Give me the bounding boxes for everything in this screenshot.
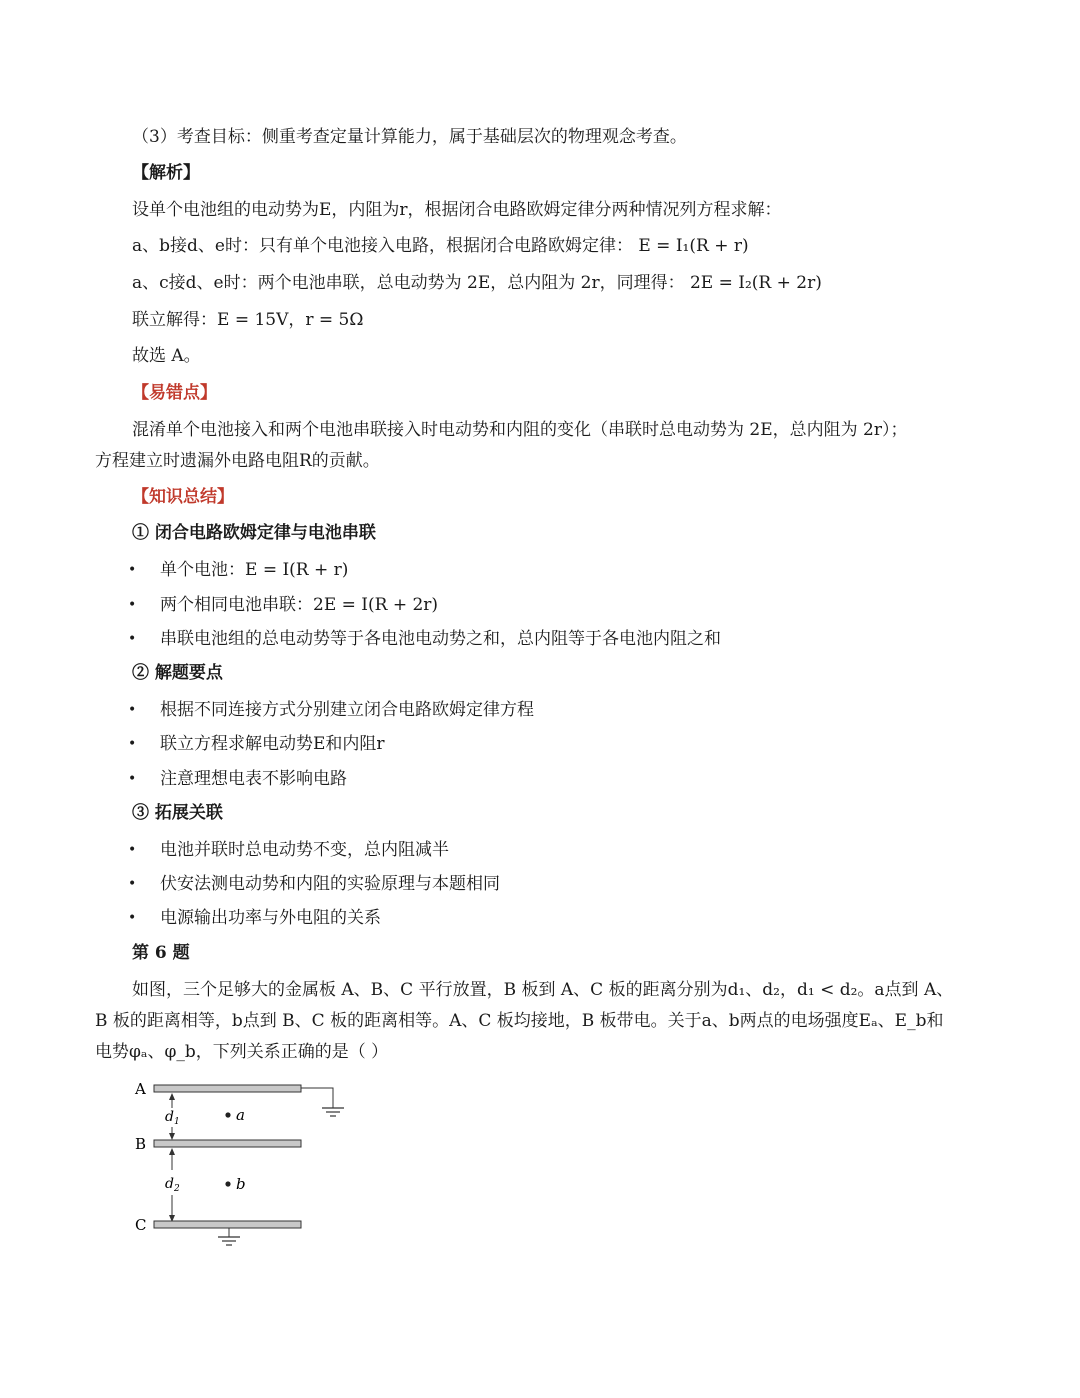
- question-number: 第 6 题: [132, 943, 190, 963]
- exam-objective: （3）考查目标：侧重考查定量计算能力，属于基础层次的物理观念考查。: [132, 127, 687, 147]
- summary-item-1: 单个电池：E = I(R + r): [160, 560, 349, 580]
- summary-heading: 【知识总结】: [132, 487, 234, 507]
- plate-b-label: B: [135, 1135, 147, 1153]
- pitfall-text-1: 混淆单个电池接入和两个电池串联接入时电动势和内阻的变化（串联时总电动势为 2E，总内阻为 2r）；: [132, 420, 908, 440]
- bullet-marker: •: [128, 702, 137, 718]
- bullet-marker: •: [128, 597, 137, 613]
- bullet-marker: •: [128, 631, 137, 647]
- bullet-marker: •: [128, 876, 137, 892]
- question-text-3: 电势φₐ、φ_b，下列关系正确的是（ ）: [95, 1042, 389, 1062]
- summary-item-2: 两个相同电池串联：2E = I(R + 2r): [160, 595, 439, 615]
- bullet-marker: •: [128, 842, 137, 858]
- summary-item-9: 电源输出功率与外电阻的关系: [160, 908, 381, 928]
- bullet-marker: •: [128, 910, 137, 926]
- case-one: a、b接d、e时：只有单个电池接入电路，根据闭合电路欧姆定律： E = I₁(R + r): [132, 236, 749, 256]
- d2-label: $d_2$: [165, 1176, 180, 1194]
- capacitor-plates-figure: [130, 1075, 370, 1260]
- analysis-heading: 【解析】: [132, 163, 200, 183]
- answer-choice: 故选 A。: [132, 346, 201, 366]
- analysis-setup: 设单个电池组的电动势为E，内阻为r，根据闭合电路欧姆定律分两种情况列方程求解：: [132, 200, 782, 220]
- d1-label: $d_1$: [165, 1109, 180, 1127]
- summary-item-3: 串联电池组的总电动势等于各电池电动势之和，总内阻等于各电池内阻之和: [160, 629, 721, 649]
- plate-b: [154, 1140, 301, 1147]
- point-a-dot: [225, 1112, 230, 1117]
- bullet-marker: •: [128, 736, 137, 752]
- plate-a-label: A: [135, 1080, 146, 1098]
- bullet-marker: •: [128, 771, 137, 787]
- case-two: a、c接d、e时：两个电池串联，总电动势为 2E，总内阻为 2r，同理得： 2E = I₂(R + 2r): [132, 273, 822, 293]
- plate-c: [154, 1221, 301, 1228]
- plate-a: [154, 1085, 301, 1092]
- summary-item-6: 注意理想电表不影响电路: [160, 769, 347, 789]
- point-a-label: a: [236, 1106, 245, 1124]
- bullet-marker: •: [128, 562, 137, 578]
- plate-c-label: C: [135, 1216, 147, 1234]
- summary-item-4: 根据不同连接方式分别建立闭合电路欧姆定律方程: [160, 700, 534, 720]
- summary-section-1: ① 闭合电路欧姆定律与电池串联: [132, 523, 376, 543]
- d1-arrowhead-down: [169, 1133, 175, 1140]
- point-b-dot: [225, 1181, 230, 1186]
- summary-section-2: ② 解题要点: [132, 663, 223, 683]
- pitfall-text-2: 方程建立时遗漏外电路电阻R的贡献。: [95, 451, 380, 471]
- pitfall-heading: 【易错点】: [132, 383, 217, 403]
- point-b-label: b: [236, 1175, 246, 1193]
- question-text-1: 如图，三个足够大的金属板 A、B、C 平行放置，B 板到 A、C 板的距离分别为d₁、d₂，d₁ < d₂。a点到 A、: [132, 980, 954, 1000]
- question-text-2: B 板的距离相等，b点到 B、C 板的距离相等。A、C 板均接地，B 板带电。关于a、b两点的电场强度Eₐ、E_b和: [95, 1011, 944, 1031]
- summary-item-8: 伏安法测电动势和内阻的实验原理与本题相同: [160, 874, 500, 894]
- d1-arrowhead-up: [169, 1093, 175, 1100]
- ground-wire-a: [301, 1088, 333, 1108]
- summary-item-7: 电池并联时总电动势不变，总内阻减半: [160, 840, 449, 860]
- solution-result: 联立解得：E = 15V，r = 5Ω: [132, 310, 364, 330]
- summary-item-5: 联立方程求解电动势E和内阻r: [160, 734, 385, 754]
- summary-section-3: ③ 拓展关联: [132, 803, 223, 823]
- d2-arrowhead-up: [169, 1148, 175, 1155]
